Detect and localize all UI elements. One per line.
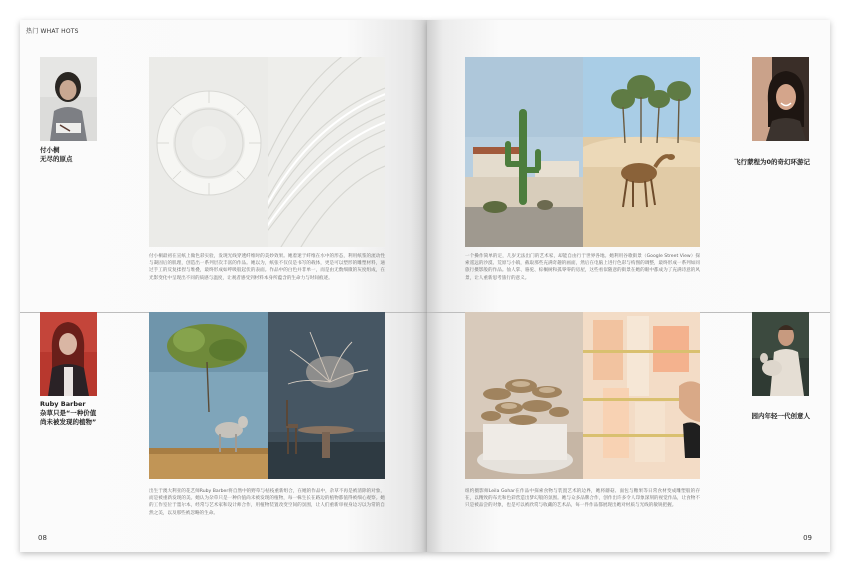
photo-cactus-street (465, 57, 583, 247)
photo-camel-desert (583, 57, 700, 247)
profile-name-top-right (734, 158, 810, 167)
portrait-smiling-woman (752, 57, 809, 141)
profile-name-bottom-right (752, 412, 811, 421)
profile-tagline: 无尽的原点 (40, 155, 73, 163)
right-page (427, 20, 830, 552)
page-number: 08 (38, 534, 47, 542)
page-number: 09 (803, 534, 812, 542)
left-page (20, 20, 427, 552)
portrait-man-with-goat (752, 312, 809, 396)
portrait-fu-xiaotong (40, 57, 97, 141)
article-paragraph-top: 付小桐最初在宣纸上做色彩实验，发现光线穿透纤维时的美妙效果。她着迷于纤维在水中的形态，利用纸浆的流动性与凝固后的肌理，创造出一系列层次丰富的作品。她以为，纸张不仅仅是书写的载体，更是可以塑形的雕塑材料，通过手工的反复揉捏与堆叠，最终形成如呼吸般起伏的表面。作品中的白色并非单一，而是由无数细微的灰度组成，在光影变化中呈现出不同的质感与温度，让观者感受到材料本身所蕴含的生命力与时间痕迹。 (149, 254, 385, 281)
profile-name: 园内年轻一代创意人 (751, 412, 810, 420)
photo-mushroom-sculpture (465, 312, 583, 479)
profile-name: Ruby Barber (40, 400, 86, 408)
photo-goat-and-plant (149, 312, 268, 479)
portrait-ruby-barber (40, 312, 97, 396)
article-paragraph-bottom: 出生于澳大利亚的花艺师Ruby Barber将自然中的野草与枯枝重新组合，在她的作品中，杂草不再是被清除的对象，而是被重新发现的美。她认为杂草只是一种价值尚未被发现的植物，每一株生长在路边的植物都值得被细心观察。她的工作室位于墨尔本，经常与艺术家和设计师合作，用植物装置改变空间的氛围，让人们重新审视身边习以为常的自然之美，以及那些被忽略的生命。 (149, 489, 385, 516)
profile-name: 飞行蒙程为0的奇幻环游记 (733, 158, 810, 166)
photo-paper-sculpture-lines (268, 57, 385, 247)
article-paragraph-top: 一个操作简单的定，几岁无法出门的艺术家，却能自由行于世界各地。她利用谷歌街景（Google Street View）探索遥远的沙漠、荒原与小镇，截取那些充满奇趣的画面，然后在电脑上进行色彩与构图的调整，最终形成一系列如同旅行摄影般的作品。仙人掌、骆驼、棕榈树和孤零零的房屋，这些看似随意的街景在她的眼中都成为了充满诗意的风景，让人重新思考旅行的意义。 (465, 254, 700, 281)
profile-name-bottom (40, 400, 96, 427)
article-paragraph-bottom: 纽约摄影师Leila Gohar在作品中探索食物与装置艺术的边界，她将蘑菇、面包与糖果等日常食材变成雕塑般的存在，以精致的布光和色彩营造出梦幻般的氛围。她与众多品牌合作，创作出许多令人印象深刻的视觉作品，让食物不只是被品尝的对象，也是可以被欣赏与收藏的艺术品，每一件作品都展现出她对材质与光线的敏锐把握。 (465, 489, 700, 509)
profile-name: 付小桐 (40, 146, 60, 154)
profile-name-top (40, 146, 73, 164)
photo-pastel-installation (583, 312, 700, 479)
photo-paper-sculpture-ring (149, 57, 268, 247)
profile-tagline-1: 杂草只是“一种价值 (40, 409, 97, 417)
profile-tagline-2: 尚未被发现的植物” (40, 418, 97, 426)
running-header: 热门 WHAT HOTS (26, 28, 79, 35)
photo-dried-branches-table (268, 312, 385, 479)
